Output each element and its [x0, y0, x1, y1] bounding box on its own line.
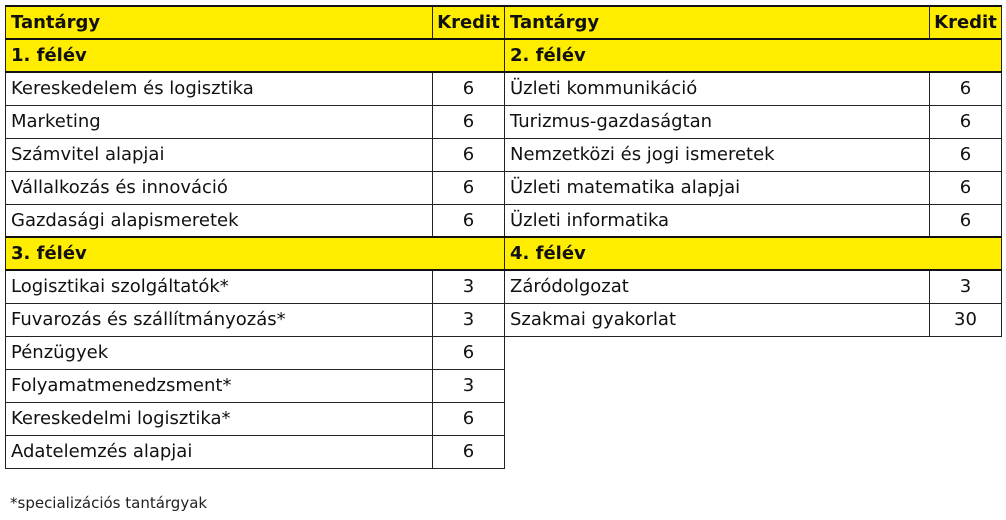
course-name: Szakmai gyakorlat — [505, 303, 930, 336]
course-credit: 6 — [433, 138, 505, 171]
course-row — [6, 270, 505, 303]
course-name: Folyamatmenedzsment* — [6, 369, 433, 402]
course-credit: 6 — [433, 171, 505, 204]
course-row — [505, 171, 1002, 204]
course-name: Vállalkozás és innováció — [6, 171, 433, 204]
course-name: Számvitel alapjai — [6, 138, 433, 171]
course-row — [505, 270, 1002, 303]
course-credit: 6 — [930, 72, 1002, 105]
course-row — [505, 204, 1002, 237]
semester-row — [505, 39, 1002, 72]
semester-title: 1. félév — [6, 39, 505, 72]
course-credit: 6 — [433, 204, 505, 237]
footnote: *specializációs tantárgyak — [10, 494, 208, 512]
course-row — [6, 435, 505, 468]
course-name: Adatelemzés alapjai — [6, 435, 433, 468]
course-row — [505, 138, 1002, 171]
curriculum-table-right — [504, 5, 1002, 337]
course-name: Logisztikai szolgáltatók* — [6, 270, 433, 303]
course-name: Fuvarozás és szállítmányozás* — [6, 303, 433, 336]
course-name: Kereskedelem és logisztika — [6, 72, 433, 105]
course-credit: 6 — [433, 336, 505, 369]
course-credit: 6 — [433, 72, 505, 105]
course-row — [6, 72, 505, 105]
course-name: Záródolgozat — [505, 270, 930, 303]
header-row — [505, 6, 1002, 39]
course-name: Turizmus-gazdaságtan — [505, 105, 930, 138]
course-credit: 3 — [433, 369, 505, 402]
course-name: Üzleti informatika — [505, 204, 930, 237]
course-row — [6, 336, 505, 369]
course-credit: 3 — [433, 270, 505, 303]
course-credit: 6 — [930, 204, 1002, 237]
course-row — [6, 171, 505, 204]
course-credit: 6 — [930, 138, 1002, 171]
course-row — [6, 402, 505, 435]
course-credit: 6 — [433, 105, 505, 138]
curriculum-table-left — [5, 5, 505, 469]
course-credit: 3 — [433, 303, 505, 336]
course-credit: 6 — [930, 105, 1002, 138]
header-row — [6, 6, 505, 39]
semester-row — [6, 237, 505, 270]
credit-header: Kredit — [433, 6, 505, 39]
semester-row — [505, 237, 1002, 270]
semester-title: 4. félév — [505, 237, 1002, 270]
course-name: Üzleti kommunikáció — [505, 72, 930, 105]
course-row — [6, 369, 505, 402]
course-name: Nemzetközi és jogi ismeretek — [505, 138, 930, 171]
course-name: Gazdasági alapismeretek — [6, 204, 433, 237]
course-name: Üzleti matematika alapjai — [505, 171, 930, 204]
course-name: Kereskedelmi logisztika* — [6, 402, 433, 435]
course-name: Marketing — [6, 105, 433, 138]
course-row — [6, 204, 505, 237]
subject-header: Tantárgy — [505, 6, 930, 39]
credit-header: Kredit — [930, 6, 1002, 39]
semester-title: 2. félév — [505, 39, 1002, 72]
course-row — [6, 105, 505, 138]
course-row — [505, 72, 1002, 105]
course-row — [505, 303, 1002, 336]
semester-title: 3. félév — [6, 237, 505, 270]
course-credit: 6 — [433, 435, 505, 468]
course-row — [6, 303, 505, 336]
course-row — [505, 105, 1002, 138]
course-row — [6, 138, 505, 171]
course-name: Pénzügyek — [6, 336, 433, 369]
semester-row — [6, 39, 505, 72]
course-credit: 6 — [930, 171, 1002, 204]
course-credit: 30 — [930, 303, 1002, 336]
subject-header: Tantárgy — [6, 6, 433, 39]
course-credit: 6 — [433, 402, 505, 435]
course-credit: 3 — [930, 270, 1002, 303]
